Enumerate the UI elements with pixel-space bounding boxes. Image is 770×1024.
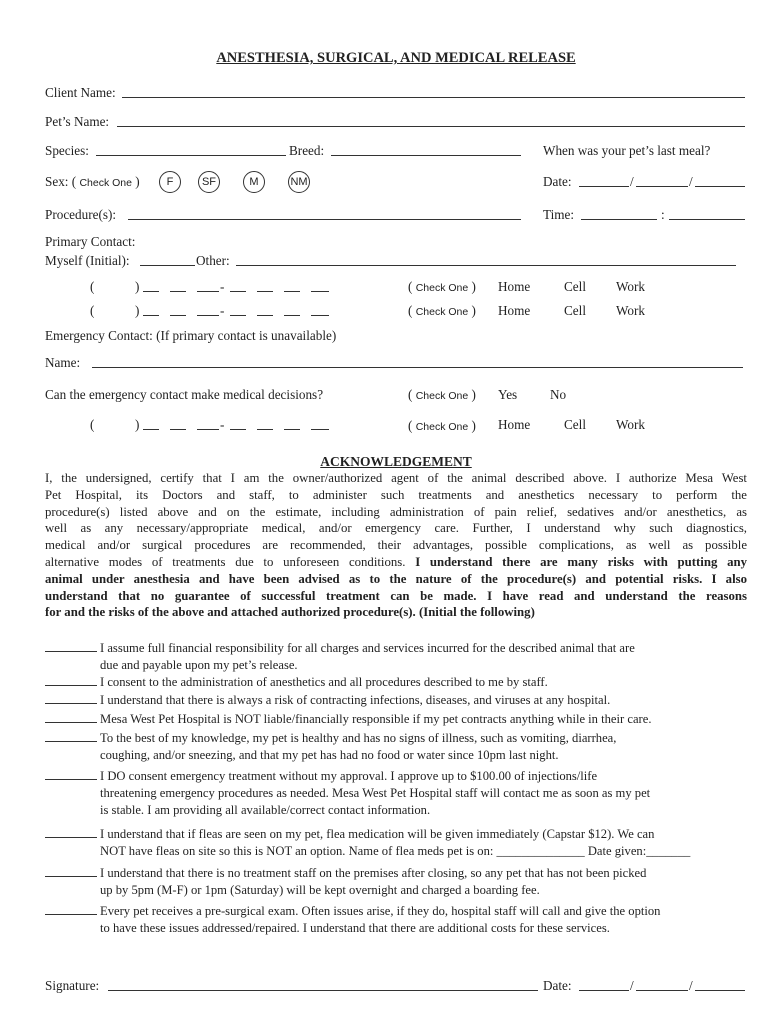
initial-item-text: up by 5pm (M-F) or 1pm (Saturday) will be kept overnight and charged a boarding fee. [100,883,540,897]
phone-1-cell[interactable]: Cell [564,279,586,294]
check-one-text: Check One [415,421,469,433]
phone-2-p1[interactable] [170,315,186,316]
initial-item-text: due and payable upon my pet’s release. [100,658,298,672]
initial-item-text: coughing, and/or sneezing, and that my pet has had no food or water since 10pm last night. [100,748,559,762]
species-label: Species: [45,143,89,158]
ack-bold-line: animal under anesthesia and have been advised as to the nature of the procedure(s) and potential risks. I also [45,571,747,586]
phone-3-p6[interactable] [311,429,329,430]
emergency-contact-label: Emergency Contact: (If primary contact is unavailable) [45,328,337,343]
check-one-close: ) [471,387,476,402]
phone-close-2: ) [135,303,140,318]
initial-blank[interactable] [45,914,97,915]
ack-line: medical and/or surgical procedures are recommended, their advantages, possible complications, as well as possible [45,538,747,553]
phone-3-p4[interactable] [257,429,273,430]
initial-item-text: NOT have fleas on site so this is NOT an option. Name of flea meds pet is on: ______________ Date given:_______ [100,844,691,858]
phone-close-1: ) [135,279,140,294]
date-slash-1: / [630,174,634,189]
phone-2-cell[interactable]: Cell [564,303,586,318]
signature-date-month[interactable] [579,990,629,991]
phone-3-work[interactable]: Work [616,417,645,432]
initial-item-text: Every pet receives a pre-surgical exam. Often issues arise, if they do, hospital staff will call and give the option [100,904,661,918]
signature-date-year[interactable] [695,990,745,991]
phone-2-p2[interactable] [197,315,219,316]
time-separator: : [661,207,665,222]
species-field[interactable] [96,155,286,156]
emergency-name-field[interactable] [92,367,743,368]
date-day-field[interactable] [636,186,688,187]
initial-item-text: is stable. I am providing all available/correct contact information. [100,803,431,817]
pet-name-label: Pet’s Name: [45,114,110,129]
procedures-label: Procedure(s): [45,207,117,222]
sex-option-nm[interactable]: NM [288,171,310,193]
decisions-no[interactable]: No [550,387,567,402]
phone-2-area[interactable] [143,315,159,316]
signature-label: Signature: [45,978,100,993]
phone-2-p3[interactable] [230,315,246,316]
ack-line-mixed [45,554,747,571]
initial-blank[interactable] [45,703,97,704]
client-name-row [45,85,116,101]
phone-2-home[interactable]: Home [498,303,531,318]
ack-line: I, the undersigned, certify that I am the owner/authorized agent of the animal described above. I authorize Mesa West [45,471,747,485]
other-label: Other: [196,253,230,268]
check-one-1 [408,279,476,296]
phone-1-p4[interactable] [257,291,273,292]
ack-last-line: for and the risks of the above and attached authorized procedure(s). (Initial the following) [45,605,535,620]
form-title: ANESTHESIA, SURGICAL, AND MEDICAL RELEASE [216,50,576,66]
ack-line: well as any necessary/appropriate medical, and/or emergency care. Further, I understand why such diagnostics, [45,521,747,536]
date-label: Date: [543,174,572,189]
sex-label: Sex: ( [45,174,77,189]
sex-check-one: Check One [79,177,132,189]
pet-name-field[interactable] [117,126,745,127]
signature-date-slash-1: / [630,978,634,993]
client-name-label: Client Name: [45,85,116,100]
ack-line: Pet Hospital, its Doctors and staff, to administer such treatments and anesthetics necessary to perform the [45,487,747,502]
initial-item-text: Mesa West Pet Hospital is NOT liable/financially responsible if my pet contracts anything while in their care. [100,712,652,726]
phone-3-home[interactable]: Home [498,417,531,432]
initial-item-text: I consent to the administration of anesthetics and all procedures described to me by staff. [100,675,548,689]
ack-line-6-plain: alternative modes of treatments due to unforeseen conditions. [45,554,416,569]
signature-field[interactable] [108,990,538,991]
phone-3-p1[interactable] [170,429,186,430]
time-minute-field[interactable] [669,219,745,220]
phone-1-p6[interactable] [311,291,329,292]
check-one-close: ) [471,279,476,294]
check-one-4 [408,418,476,435]
initial-blank[interactable] [45,876,97,877]
check-one-open: ( [408,418,413,433]
sex-option-sf[interactable]: SF [198,171,220,193]
phone-3-cell[interactable]: Cell [564,417,586,432]
myself-label: Myself (Initial): [45,253,130,268]
initial-blank[interactable] [45,837,97,838]
check-one-text: Check One [415,282,469,294]
initial-item-text: I DO consent emergency treatment without my approval. I approve up to $100.00 of injections/life [100,769,598,783]
phone-1-p3[interactable] [230,291,246,292]
emergency-name-label: Name: [45,355,81,370]
sex-option-f[interactable]: F [159,171,181,193]
pet-name-row [45,114,109,130]
date-row [543,174,572,190]
primary-contact-label: Primary Contact: [45,234,136,249]
phone-1-area[interactable] [143,291,159,292]
phone-open-2: ( [90,303,95,318]
signature-date-day[interactable] [636,990,688,991]
check-one-open: ( [408,387,413,402]
acknowledgement-title: ACKNOWLEDGEMENT [320,454,472,469]
acknowledgement-paragraph [45,470,747,621]
signature-date-label: Date: [543,978,572,993]
check-one-text: Check One [415,390,469,402]
initial-blank[interactable] [45,685,97,686]
phone-3-p3[interactable] [230,429,246,430]
check-one-close: ) [471,303,476,318]
phone-dash-3: - [220,417,225,432]
last-meal-label: When was your pet’s last meal? [543,143,711,158]
sex-row [45,174,140,191]
breed-label: Breed: [289,143,325,158]
initial-item-text: to have these issues addressed/repaired. I understand that there are additional costs for these services. [100,921,610,935]
phone-3-area[interactable] [143,429,159,430]
ack-line: procedure(s) listed above and on the estimate, including administration of pain relief, sedatives and/or anesthetics, as [45,504,747,519]
phone-dash-1: - [220,279,225,294]
initial-item-text: I assume full financial responsibility for all charges and services incurred for the described animal that are [100,641,635,655]
phone-3-p5[interactable] [284,429,300,430]
phone-dash-2: - [220,303,225,318]
phone-1-p2[interactable] [197,291,219,292]
decisions-label: Can the emergency contact make medical decisions? [45,387,324,402]
phone-2-p4[interactable] [257,315,273,316]
initial-item-text: To the best of my knowledge, my pet is healthy and has no signs of illness, such as vomiting, diarrhea, [100,731,617,745]
other-contact-field[interactable] [236,265,736,266]
ack-line-6-bold: I understand there are many risks with putting any [415,554,747,569]
time-hour-field[interactable] [581,219,657,220]
check-one-3 [408,387,476,404]
decisions-yes[interactable]: Yes [498,387,518,402]
check-one-text: Check One [415,306,469,318]
date-slash-2: / [689,174,693,189]
date-month-field[interactable] [579,186,629,187]
check-one-close: ) [471,418,476,433]
phone-1-home[interactable]: Home [498,279,531,294]
initial-item-text: I understand that if fleas are seen on my pet, flea medication will be given immediately (Capstar $12). We can [100,827,655,841]
phone-open-3: ( [90,417,95,432]
initial-blank[interactable] [45,722,97,723]
signature-date-slash-2: / [689,978,693,993]
sex-close: ) [135,174,140,189]
initial-blank[interactable] [45,741,97,742]
phone-2-p5[interactable] [284,315,300,316]
phone-3-p2[interactable] [197,429,219,430]
phone-2-p6[interactable] [311,315,329,316]
date-year-field[interactable] [695,186,745,187]
initial-item-text: I understand that there is no treatment staff on the premises after closing, so any pet that has not been picked [100,866,647,880]
procedures-field[interactable] [128,219,521,220]
phone-close-3: ) [135,417,140,432]
breed-field[interactable] [331,155,521,156]
phone-1-p1[interactable] [170,291,186,292]
check-one-open: ( [408,303,413,318]
initial-blank[interactable] [45,651,97,652]
sex-option-m[interactable]: M [243,171,265,193]
client-name-field[interactable] [122,97,745,98]
check-one-open: ( [408,279,413,294]
myself-initial-field[interactable] [140,265,195,266]
time-label: Time: [543,207,575,222]
ack-bold-line: understand that no guarantee of successful treatment can be made. I have read and understand the reasons [45,588,747,603]
initial-item-text: I understand that there is always a risk of contracting infections, diseases, and viruses at any hospital. [100,693,611,707]
initial-item-text: threatening emergency procedures as needed. Mesa West Pet Hospital staff will contact me as soon as my pet [100,786,651,800]
phone-1-work[interactable]: Work [616,279,645,294]
check-one-2 [408,303,476,320]
phone-1-p5[interactable] [284,291,300,292]
phone-2-work[interactable]: Work [616,303,645,318]
initial-blank[interactable] [45,779,97,780]
phone-open-1: ( [90,279,95,294]
